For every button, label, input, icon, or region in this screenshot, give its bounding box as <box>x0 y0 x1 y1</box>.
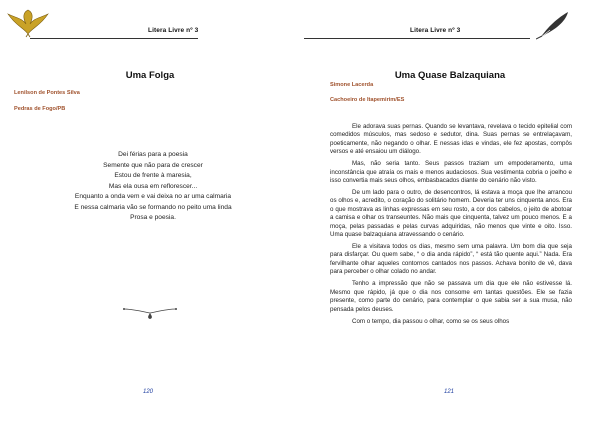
phoenix-logo-icon <box>6 8 50 38</box>
paragraph: Ele a visitava todos os dias, mesmo sem uma palavra. Um bom dia que seja para disfarçar. Ou quem sabe, “ o dia anda rápido”, “ está tão quente aqui.” Nada. Era fervilhante olhar aqueles contornos cantados nos passos. Achava bonito de vê, dava para perceber o olhar colado no andar. <box>330 243 572 276</box>
poem-line: Enquanto a onda vem e vai deixa no ar uma calmaria <box>74 193 232 200</box>
poem-title: Uma Folga <box>125 70 175 81</box>
story-title: Uma Quase Balzaquiana <box>394 70 506 81</box>
header-title: Litera Livre nº 3 <box>148 27 199 34</box>
author-place: Pedras de Fogo/PB <box>14 106 66 112</box>
header-title: Litera Livre nº 3 <box>410 27 461 34</box>
poem-line: Dei férias para a poesia <box>118 151 188 158</box>
poem-line: Prosa e poesia. <box>130 214 176 221</box>
paragraph: Mas, não seria tanto. Seus passos traziam um empoderamento, uma inconstância que atraía os mais e menos audaciosos. Sua vestimenta cobria o joelho e isso convertia mais seus olhos, embasbacados diante do cenário não visto. <box>330 160 572 185</box>
header-rule <box>304 38 530 39</box>
author-place: Cachoeiro de Itapemirim/ES <box>330 97 405 103</box>
paragraph: De um lado para o outro, de desencontros, lá estava a moça que lhe arrancou os olhos e, acredito, o coração do solitário homem. Deveria ter uns cinquenta anos. Era o que mostrava as linhas expressas em seu rosto, a cor dos cabelos, o jeito de abotoar a camisa e olhar os transeuntes. Não mais que cinquenta, talvez um pouco menos. E a moça, pelas passadas e pelas curvas adquiridas, não menos que vinte e oito. Isso. Uma quase balzaquiana atravessando o cenário. <box>330 189 572 239</box>
poem-body <box>48 150 258 224</box>
page-number: 121 <box>444 389 455 395</box>
author-name: Lenilson de Pontes Silva <box>14 90 80 96</box>
right-page <box>300 0 600 424</box>
poem-line: Estou de frente à maresia, <box>114 172 192 179</box>
paragraph: Ele adorava suas pernas. Quando se levantava, revelava o tecido epitelial com comedidos músculos, mas sedoso e sedutor, dina. Suas pernas se entrelaçavam, poeticamente, não negando o olhar. E nessas idas e vindas, ele fez apostas, compôs versos e até ensaiou um diálogo. <box>330 123 572 156</box>
scroll-ornament-icon <box>122 305 178 321</box>
quill-feather-icon <box>536 10 572 40</box>
poem-line: Mas ela ousa em reflorescer... <box>108 182 198 190</box>
paragraph: Tenho a impressão que não se passava um dia que ele não estivesse lá. Mesmo que rápido, já que o dia nos consome em tantas questões. Ele se fazia presente, como parte do cenário, para contemplar o que sabia ser a sua musa, não pensada pelos deuses. <box>330 280 572 313</box>
author-name: Simone Lacerda <box>330 82 374 88</box>
poem-line: E nessa calmaria vão se formando no peito uma linda <box>74 203 232 211</box>
page-number: 120 <box>143 389 154 395</box>
header-rule <box>30 38 198 39</box>
story-body <box>330 123 572 330</box>
poem-line: Semente que não para de crescer <box>103 161 203 169</box>
paragraph: Com o tempo, dia passou o olhar, como se os seus olhos <box>352 317 510 325</box>
